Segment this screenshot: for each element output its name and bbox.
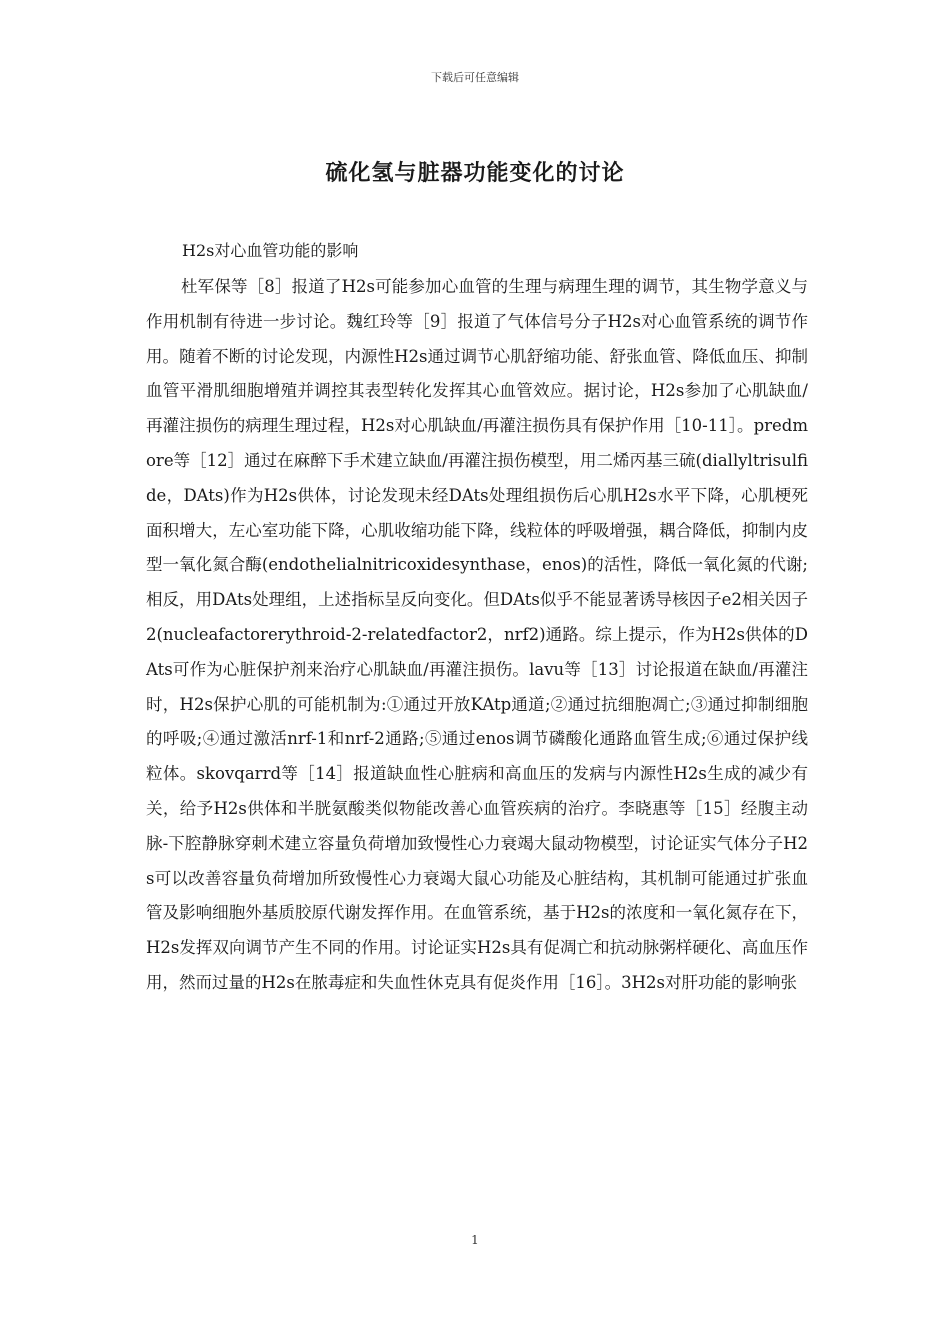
section-heading: H2s对心血管功能的影响: [182, 241, 359, 260]
document-title: 硫化氢与脏器功能变化的讨论: [325, 161, 625, 186]
body-paragraph: 杜军保等［8］报道了H2s可能参加心血管的生理与病理生理的调节，其生物学意义与作用机制有待进一步讨论。魏红玲等［9］报道了气体信号分子H2s对心血管系统的调节作用。随着不断的讨论发现，内源性H2s通过调节心肌舒缩功能、舒张血管、降低血压、抑制血管平滑肌细胞增殖并调控其表型转化发挥其心血管效应。据讨论，H2s参加了心肌缺血/再灌注损伤的病理生理过程，H2s对心肌缺血/再灌注损伤具有保护作用［10-11］。predmore等［12］通过在麻醉下手术建立缺血/再灌注损伤模型，用二烯丙基三硫(diallyltrisulfide，DAts)作为H2s供体，讨论发现未经DAts处理组损伤后心肌H2s水平下降，心肌梗死面积增大，左心室功能下降，心肌收缩功能下降，线粒体的呼吸增强，耦合降低，抑制内皮型一氧化氮合酶(endothelialnitricoxidesynthase，enos)的活性，降低一氧化氮的代谢;相反，用DAts处理组，上述指标呈反向变化。但DAts似乎不能显著诱导核因子e2相关因子2(nucleafactorerythroid-2-relatedfactor2，nrf2)通路。综上提示，作为H2s供体的DAts可作为心脏保护剂来治疗心肌缺血/再灌注损伤。lavu等［13］讨论报道在缺血/再灌注时，H2s保护心肌的可能机制为:①通过开放KAtp通道;②通过抗细胞凋亡;③通过抑制细胞的呼吸;④通过激活nrf-1和nrf-2通路;⑤通过enos调节磷酸化通路血管生成;⑥通过保护线粒体。skovqarrd等［14］报道缺血性心脏病和高血压的发病与内源性H2s生成的减少有关，给予H2s供体和半胱氨酸类似物能改善心血管疾病的治疗。李晓惠等［15］经腹主动脉-下腔静脉穿刺术建立容量负荷增加致慢性心力衰竭大鼠动物模型，讨论证实气体分子H2s可以改善容量负荷增加所致慢性心力衰竭大鼠心功能及心脏结构，其机制可能通过扩张血管及影响细胞外基质胶原代谢发挥作用。在血管系统，基于H2s的浓度和一氧化氮存在下，H2s发挥双向调节产生不同的作用。讨论证实H2s具有促凋亡和抗动脉粥样硬化、高血压作用，然而过量的H2s在脓毒症和失血性休克具有促炎作用［16］。3H2s对肝功能的影响张: [146, 277, 808, 992]
header-note: 下载后可任意编辑: [431, 71, 519, 84]
page-number: 1: [471, 1233, 479, 1247]
